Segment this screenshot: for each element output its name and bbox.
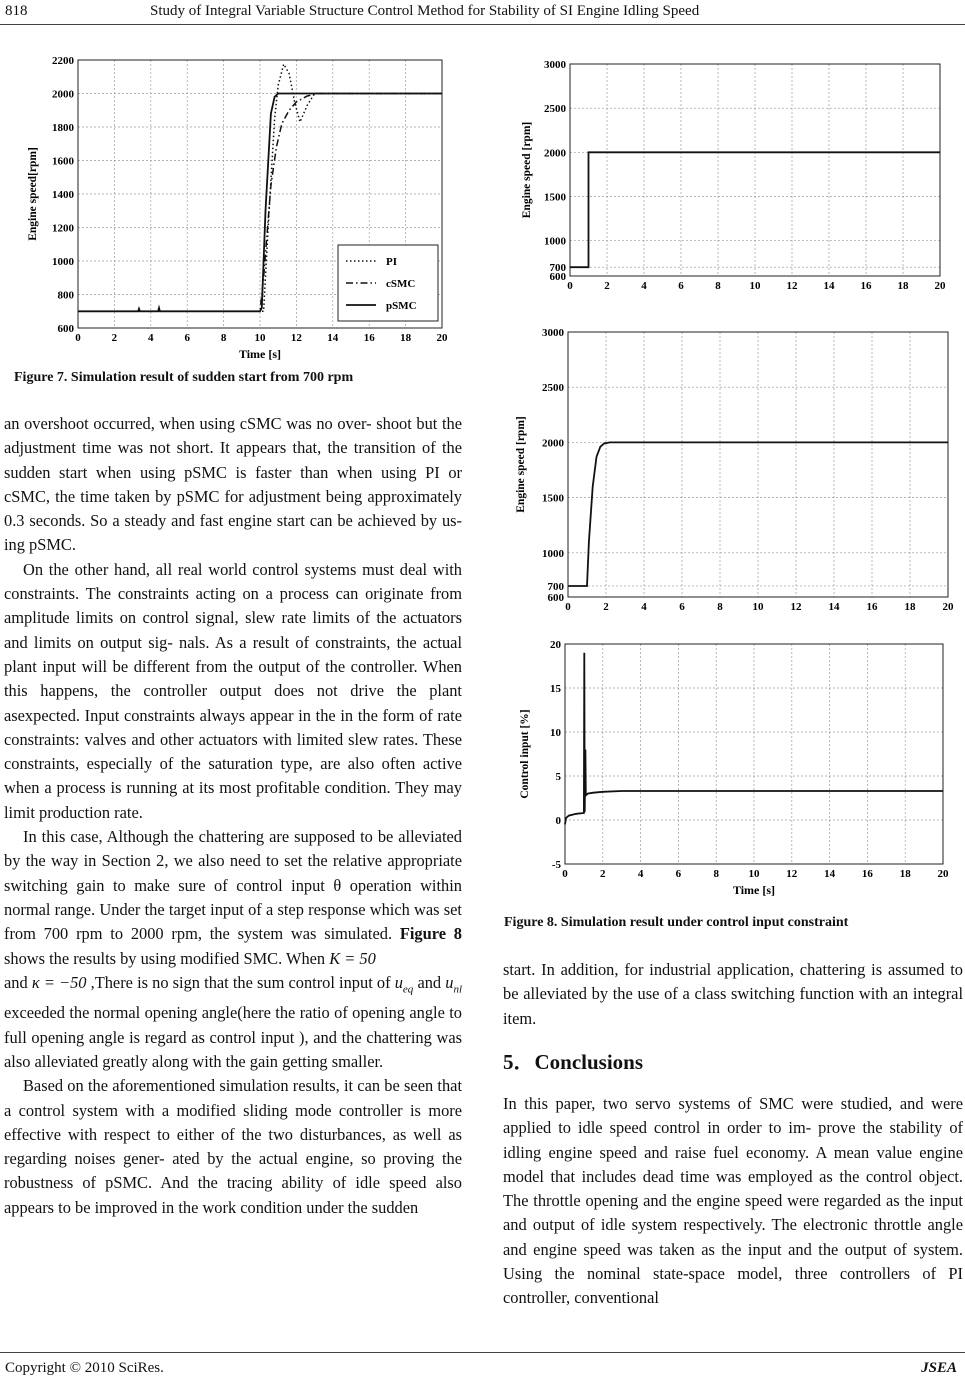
header-rule [0,24,965,25]
right-column-top [503,958,963,1031]
x-tick-label: 12 [786,868,798,880]
x-tick-label: 10 [752,601,764,612]
u-base: u [394,972,403,992]
text-span: In this case, Although the chattering are supposed to be alleviated by the way in Section 2, we also need to set the relative appropriate switching gain to make sure of control input θ operation within normal range. Under the target input of a step response which was set from 700 rpm to 2000 rpm, the system was simulated. [4,827,462,944]
x-tick-label: 6 [675,868,682,880]
y-tick-label: 600 [549,271,566,283]
y-tick-label: 1600 [52,155,74,168]
x-tick-label: 20 [937,868,949,880]
x-tick-label: 14 [828,601,840,612]
x-tick-label: 16 [860,280,872,292]
y-tick-label: 2500 [542,382,564,395]
y-tick-label: 1000 [52,256,74,268]
figure-ref: Figure 8 [399,924,462,944]
x-tick-label: 0 [565,601,571,612]
y-tick-label: 700 [547,580,564,593]
y-tick-label: 2000 [52,88,74,101]
figure-8-caption: Figure 8. Simulation result under control input constraint [504,915,849,930]
legend-label: pSMC [386,300,417,312]
x-tick-label: 0 [562,868,568,880]
x-tick-label: 18 [899,868,911,880]
y-tick-label: -5 [551,859,561,871]
series-line [565,653,943,825]
text-span: shows the results by using modified SMC. When [4,948,330,968]
x-tick-label: 2 [600,868,606,880]
y-tick-label: 600 [547,592,564,604]
u-sub: eq [402,983,414,996]
paragraph: an overshoot occurred, when using cSMC was no over- shoot but the adjustment time was not short. It appears that, the transition of the sudden start when using pSMC is faster than when using PI or cSMC, the time taken by pSMC for adjustment being approximately 0.3 seconds. So a steady and fast engine start can be achieved by us- ing pSMC. [4,414,462,555]
x-tick-label: 10 [749,280,761,292]
x-tick-label: 20 [934,280,946,292]
math-unl [445,972,463,996]
left-column [4,412,462,1220]
x-tick-label: 20 [436,332,448,344]
y-tick-label: 2000 [544,147,566,160]
x-tick-label: 8 [717,601,723,612]
footer-rule [0,1352,965,1353]
y-tick-label: 2500 [544,103,566,116]
copyright: Copyright © 2010 SciRes. [5,1360,164,1376]
x-tick-label: 12 [290,332,302,344]
x-tick-label: 16 [861,868,873,880]
right-column-bottom [503,1092,963,1311]
y-tick-label: 1500 [544,191,566,204]
section-heading: 5．Conclusions [503,1050,644,1074]
math-ueq [394,972,414,996]
x-tick-label: 14 [824,868,836,880]
text-span: and [413,972,446,992]
y-tick-label: 2000 [542,437,564,450]
x-tick-label: 0 [567,280,573,292]
y-tick-label: 5 [555,771,561,783]
x-tick-label: 2 [604,280,610,292]
y-tick-label: 3000 [544,59,566,71]
y-tick-label: 15 [550,683,561,695]
page-number: 818 [5,3,28,19]
x-tick-label: 4 [641,601,647,612]
x-tick-label: 14 [327,332,339,344]
paragraph: Based on the aforementioned simulation results, it can be seen that a control system with a modified sliding mode controller is more effective with respect to either of the two disturbances, as well as regarding noises gener- ated by the actual engine, so proving the robustness of pSMC. And the tracing ability of idle speed also appears to be improved in the work condition under the sudden [4,1076,462,1217]
math-K: K = 50 [329,948,376,968]
text-span: and [4,972,32,992]
figure-8c-chart [515,634,955,904]
running-title: Study of Integral Variable Structure Control Method for Stability of SI Engine Idling Speed [150,3,700,19]
x-axis-label: Time [s] [732,883,776,897]
x-tick-label: 16 [363,332,375,344]
x-tick-label: 2 [111,332,118,344]
y-tick-label: 700 [549,262,566,275]
x-tick-label: 4 [641,280,647,292]
u-base: u [445,972,454,992]
x-tick-label: 20 [942,601,954,612]
x-tick-label: 12 [790,601,802,612]
x-tick-label: 14 [823,280,835,292]
running-header [0,3,965,23]
paragraph: start. In addition, for industrial application, chattering is assumed to be alleviated by the use of a class switching function with an integral item. [503,960,963,1028]
figure-8a-chart [515,52,955,302]
y-tick-label: 10 [550,727,561,739]
y-axis-label: Engine speed [rpm] [515,416,527,513]
y-tick-label: 600 [57,323,74,335]
figure-7-chart [20,50,460,370]
x-tick-label: 16 [866,601,878,612]
journal-name: JSEA [921,1360,957,1376]
y-tick-label: 0 [555,815,561,827]
y-tick-label: 1400 [52,189,74,201]
y-tick-label: 2200 [52,55,74,67]
paragraph: In this paper, two servo systems of SMC were studied, and were applied to idle speed control in order to im- prove the stability of idling engine speed and raise fuel economy. A mean value engine model that includes dead time was employed as the control object. The throttle opening and the engine speed were regarded as the input and output of idle system respectively. The electronic throttle angle and engine speed was taken as the input and the output of system. Using the nominal state-space model, three controllers of PI controller, conventional [503,1094,963,1308]
x-tick-label: 6 [679,601,685,612]
x-tick-label: 8 [220,332,227,344]
y-axis-label: Engine speed [rpm] [521,121,533,219]
paragraph: On the other hand, all real world control systems must deal with constraints. The constraints acting on a process can originate from amplitude limits on control signal, slew rate limits of the actuators and limits on output sig- nals. As a result of constraints, the actual plant input will be different from the output of the controller. When this happens, the controller output does not drive the plant asexpected. Input constraints always appear in the in the form of rate constraints: valves and other actuators with limited slew rates. These constraints, especially of the saturation type, are also often active when a process is running at its most profitable condition. They may limit production rate. [4,559,462,822]
math-kappa: κ = −50 [31,972,87,992]
y-tick-label: 3000 [542,327,564,339]
legend-label: PI [386,256,397,268]
figure-7-caption: Figure 7. Simulation result of sudden start from 700 rpm [14,370,354,385]
y-tick-label: 1500 [542,492,564,505]
y-tick-label: 1000 [542,547,564,560]
y-tick-label: 800 [57,289,74,302]
x-tick-label: 18 [400,332,412,344]
text-span: ,There is no sign that the sum control input of [86,972,395,992]
x-tick-label: 10 [748,868,760,880]
legend-label: cSMC [386,278,416,290]
y-axis-label: Engine speed[rpm] [27,147,39,241]
x-tick-label: 18 [904,601,916,612]
x-tick-label: 0 [75,332,81,344]
x-axis-label: Time [s] [238,347,282,361]
u-sub: nl [453,983,463,996]
x-tick-label: 6 [678,280,684,292]
y-tick-label: 1800 [52,122,74,134]
text-span: exceeded the normal opening angle(here the ratio of opening angle to full opening angle is regard as control input ), and the chattering was also alleviated greatly along with the gain getting smaller. [4,1003,462,1071]
figure-8b-chart [510,322,955,612]
x-tick-label: 8 [715,280,721,292]
y-axis-label: Control input [%] [519,709,531,799]
y-tick-label: 1200 [52,222,74,235]
y-tick-label: 20 [550,639,561,651]
x-tick-label: 4 [637,868,644,880]
x-tick-label: 18 [897,280,909,292]
x-tick-label: 4 [148,332,154,344]
y-tick-label: 1000 [544,235,566,248]
paragraph [4,825,462,1074]
x-tick-label: 6 [184,332,190,344]
x-tick-label: 12 [786,280,798,292]
x-tick-label: 10 [254,332,266,344]
x-tick-label: 2 [603,601,609,612]
x-tick-label: 8 [713,868,719,880]
